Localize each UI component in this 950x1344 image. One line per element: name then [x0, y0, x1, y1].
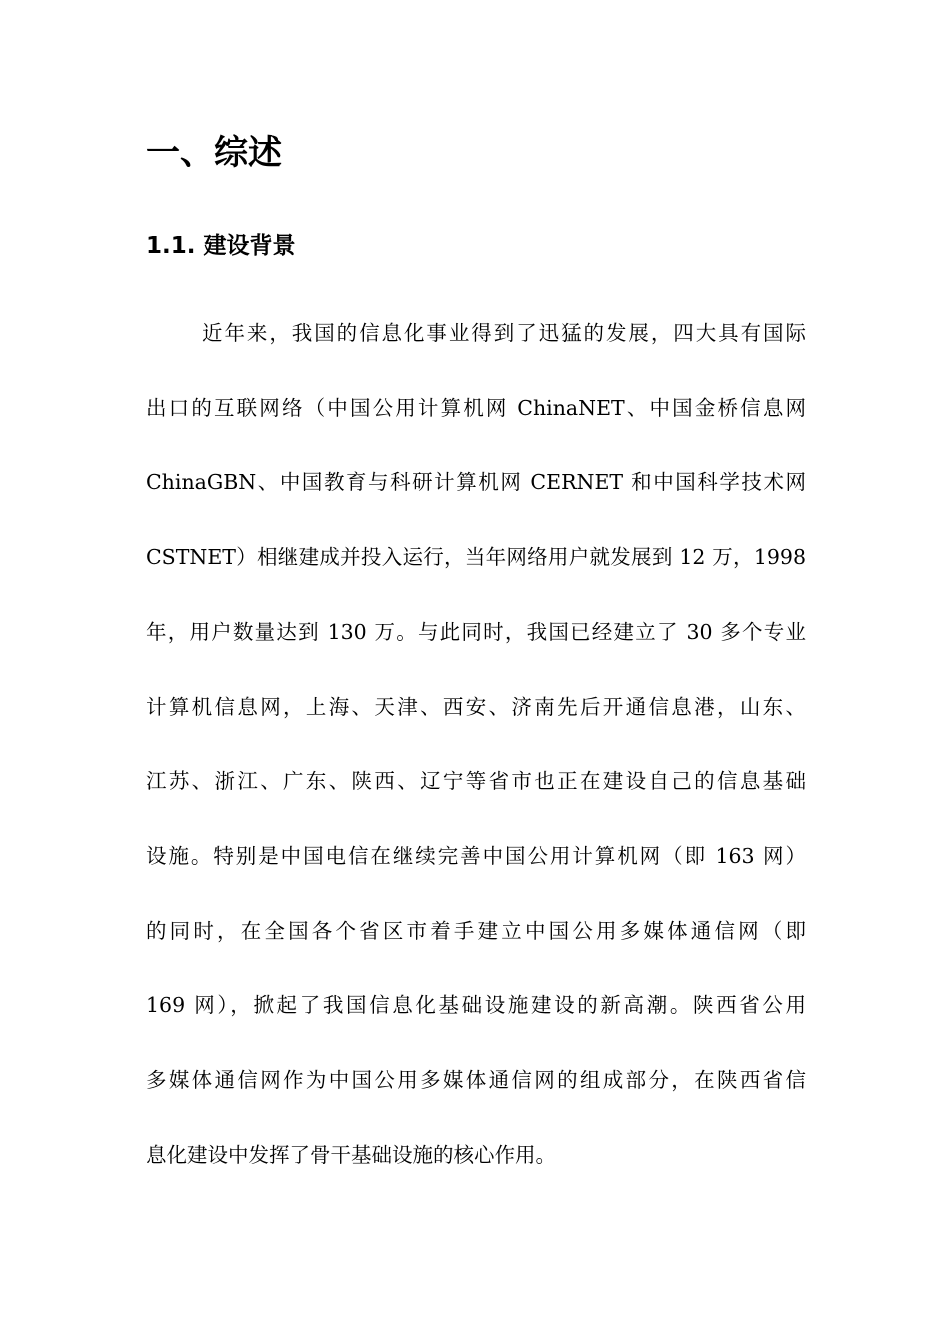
- paragraph-line: 近年来，我国的信息化事业得到了迅猛的发展，四大具有国际: [202, 321, 806, 345]
- paragraph-line: 的同时，在全国各个省区市着手建立中国公用多媒体通信网（即: [146, 919, 806, 943]
- paragraph-line: 江苏、浙江、广东、陕西、辽宁等省市也正在建设自己的信息基础: [146, 769, 806, 793]
- paragraph-line: 169 网），掀起了我国信息化基础设施建设的新高潮。陕西省公用: [146, 993, 806, 1017]
- paragraph-line: 出口的互联网络（中国公用计算机网 ChinaNET、中国金桥信息网: [146, 396, 806, 420]
- paragraph-line: ChinaGBN、中国教育与科研计算机网 CERNET 和中国科学技术网: [146, 470, 806, 494]
- paragraph-line: 设施。特别是中国电信在继续完善中国公用计算机网（即 163 网）: [146, 844, 806, 868]
- paragraph-line: 年，用户数量达到 130 万。与此同时，我国已经建立了 30 多个专业: [146, 620, 806, 644]
- paragraph-line: 息化建设中发挥了骨干基础设施的核心作用。: [146, 1143, 556, 1167]
- paragraph-line: CSTNET）相继建成并投入运行，当年网络用户就发展到 12 万，1998: [146, 545, 806, 569]
- subsection-heading: 1.1. 建设背景: [146, 233, 296, 259]
- paragraph-line: 计算机信息网，上海、天津、西安、济南先后开通信息港，山东、: [146, 695, 806, 719]
- paragraph-line: 多媒体通信网作为中国公用多媒体通信网的组成部分，在陕西省信: [146, 1068, 806, 1092]
- section-heading: 一、综述: [146, 133, 282, 173]
